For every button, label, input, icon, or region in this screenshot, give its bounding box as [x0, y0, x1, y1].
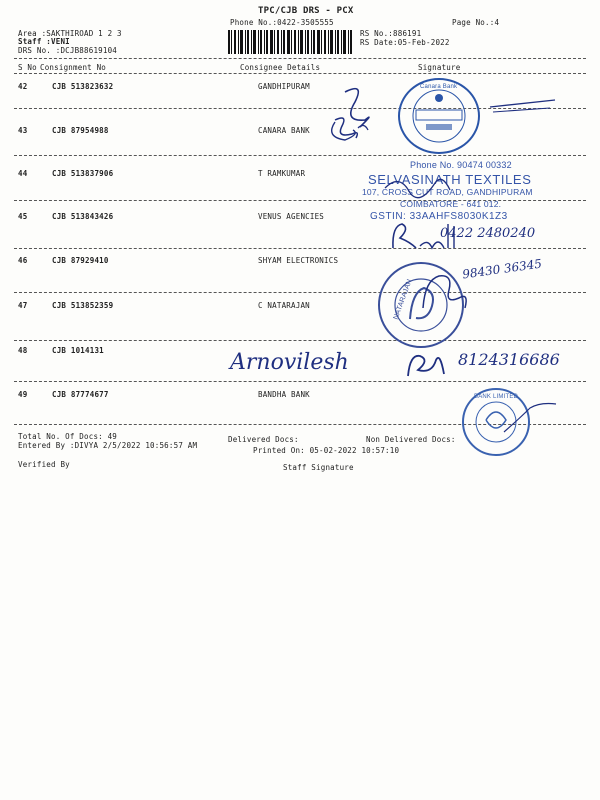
row-consignment: CJB 87954988	[52, 126, 109, 135]
col-s-no: S No	[18, 63, 37, 72]
ramkumar-signature	[380, 168, 470, 208]
row-consignment: CJB 513843426	[52, 212, 114, 221]
total-docs: Total No. Of Docs: 49	[18, 432, 118, 441]
printed-on: Printed On: 05-02-2022 10:57:10	[253, 446, 400, 455]
canara-bank-stamp	[398, 78, 480, 154]
verified-by: Verified By	[18, 460, 70, 469]
canara-stamp-label: Canara Bank	[420, 84, 458, 90]
natarajan-stamp-label: NATARAJAN	[392, 278, 414, 321]
row-s-no: 45	[18, 212, 28, 221]
row-consignee: CANARA BANK	[258, 126, 310, 135]
row-rule	[14, 381, 586, 382]
header-top-rule	[14, 58, 586, 59]
row-s-no: 47	[18, 301, 28, 310]
phone-number: Phone No.:0422-3505555	[230, 18, 334, 27]
barcode	[228, 30, 352, 54]
row48-signature	[402, 348, 452, 384]
canara-signature	[330, 112, 390, 142]
drs-number: DRS No. :DCJB88619104	[18, 46, 118, 55]
row-consignment: CJB 513823632	[52, 82, 114, 91]
rs-number: RS No.:886191	[360, 29, 422, 38]
staff-label: Staff :VENI	[18, 37, 70, 46]
area-label: Area :SAKTHIROAD 1 2 3	[18, 29, 122, 38]
row-s-no: 44	[18, 169, 28, 178]
rs-date: RS Date:05-Feb-2022	[360, 38, 450, 47]
row-s-no: 49	[18, 390, 28, 399]
col-consignee: Consignee Details	[240, 63, 321, 72]
bank-limited-label: BANK LIMITED	[474, 394, 519, 400]
row-consignment: CJB 513852359	[52, 301, 114, 310]
col-consignment: Consignment No	[40, 63, 107, 72]
document-title: TPC/CJB DRS - PCX	[258, 6, 354, 16]
textiles-gstin: GSTIN: 33AAHFS8030K1Z3	[370, 211, 508, 222]
staff-signature: Staff Signature	[283, 463, 354, 472]
natarajan-signature	[415, 268, 475, 318]
row48-name-handwritten: Arnovilesh	[230, 350, 349, 375]
row-consignment: CJB 513837906	[52, 169, 114, 178]
row-rule	[14, 248, 586, 249]
textiles-address: 107, CROSS CUT ROAD, GANDHIPURAM	[362, 187, 533, 197]
row-consignee: SHYAM ELECTRONICS	[258, 256, 339, 265]
shyam-phone-handwritten: 98430 36345	[461, 256, 543, 282]
row-s-no: 48	[18, 346, 28, 355]
venus-phone-handwritten: 0422 2480240	[440, 226, 536, 241]
row-s-no: 46	[18, 256, 28, 265]
row-s-no: 42	[18, 82, 28, 91]
row-consignment: CJB 87929410	[52, 256, 109, 265]
textiles-phone: Phone No. 90474 00332	[410, 160, 512, 170]
row-consignment: CJB 87774677	[52, 390, 109, 399]
textiles-name: SELVASINATH TEXTILES	[368, 172, 532, 187]
row-consignee: GANDHIPURAM	[258, 82, 310, 91]
col-signature: Signature	[418, 63, 461, 72]
header-bottom-rule	[14, 73, 586, 74]
row-rule	[14, 292, 586, 293]
page-number: Page No.:4	[452, 18, 500, 27]
non-delivered-docs: Non Delivered Docs:	[366, 435, 456, 444]
row-rule	[14, 155, 586, 156]
row-consignee: BANDHA BANK	[258, 390, 310, 399]
delivered-docs: Delivered Docs:	[228, 435, 299, 444]
row-rule	[14, 340, 586, 341]
row-consignee: T RAMKUMAR	[258, 169, 306, 178]
bandha-signature	[500, 398, 560, 438]
row-consignee: VENUS AGENCIES	[258, 212, 325, 221]
row-consignment: CJB 1014131	[52, 346, 104, 355]
row-s-no: 43	[18, 126, 28, 135]
textiles-city: COIMBATORE - 641 012.	[400, 199, 502, 209]
entered-by: Entered By :DIVYA 2/5/2022 10:56:57 AM	[18, 441, 198, 450]
row-consignee: C NATARAJAN	[258, 301, 310, 310]
row48-phone-handwritten: 8124316686	[458, 350, 560, 369]
